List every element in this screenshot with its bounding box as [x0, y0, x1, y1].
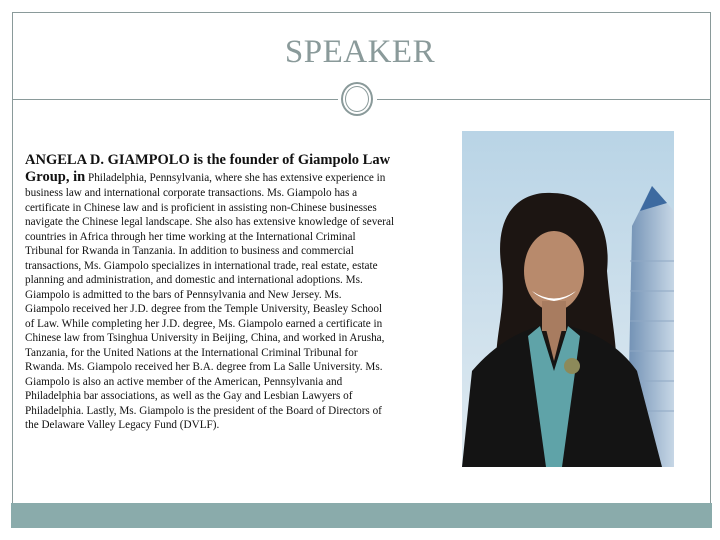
bio-line: navigate the Chinese legal landscape. She also has extensive knowledge of several [25, 216, 395, 228]
bio-line: of Law. While completing her J.D. degree, Ms. Giampolo earned a certificate in [25, 317, 383, 330]
divider-right [377, 99, 711, 100]
bio-line: Giampolo is admitted to the bars of Pennsylvania and New Jersey. Ms. [25, 288, 342, 301]
circle-ornament-icon [341, 82, 373, 116]
bio-line: countries in Africa through her time working at the International Criminal [25, 230, 356, 243]
bio-line: Rwanda. Ms. Giampolo received her B.A. degree from La Salle University. Ms. [25, 361, 383, 373]
speaker-photo [462, 131, 674, 467]
bio-lead-line: Group, in [25, 169, 86, 185]
bio-line: Philadelphia, Pennsylvania, where she has extensive experience in [87, 172, 386, 184]
bio-line: Philadelphia. Lastly, Ms. Giampolo is the president of the Board of Directors of [25, 404, 382, 417]
bio-line: transactions, Ms. Giampolo specializes in international trade, real estate, estate [25, 259, 378, 272]
bio-line: Giampolo received her J.D. degree from the Temple University, Beasley School [25, 303, 383, 315]
bio-line: planning and administration, and domestic and international adoptions. Ms. [25, 274, 363, 286]
slide-title: SPEAKER [284, 34, 436, 70]
bio-line: the Delaware Valley Legacy Fund (DVLF). [25, 419, 220, 431]
bio-line: Chinese law from Tsinghua University in Beijing, China, and worked in Arusha, [25, 332, 385, 344]
speaker-bio [25, 152, 465, 433]
footer-bar [11, 503, 712, 528]
bio-line: Giampolo is also an active member of the American, Pennsylvania and [25, 375, 343, 388]
bio-line: Tanzania, for the United Nations at the International Criminal Tribunal for [25, 346, 358, 359]
bio-lead-line: ANGELA D. GIAMPOLO is the founder of Giampolo Law [25, 152, 391, 168]
bio-line: certificate in Chinese law and is proficient in assisting non-Chinese businesses [25, 201, 377, 214]
bio-line: business law and international corporate transactions. Ms. Giampolo has a [25, 187, 358, 199]
bio-line: Tribunal for Rwanda in Tanzania. In addition to business and commercial [25, 245, 354, 257]
bio-line: Philadelphia bar associations, as well as the Gay and Lesbian Lawyers of [25, 390, 353, 402]
divider-left [12, 99, 338, 100]
